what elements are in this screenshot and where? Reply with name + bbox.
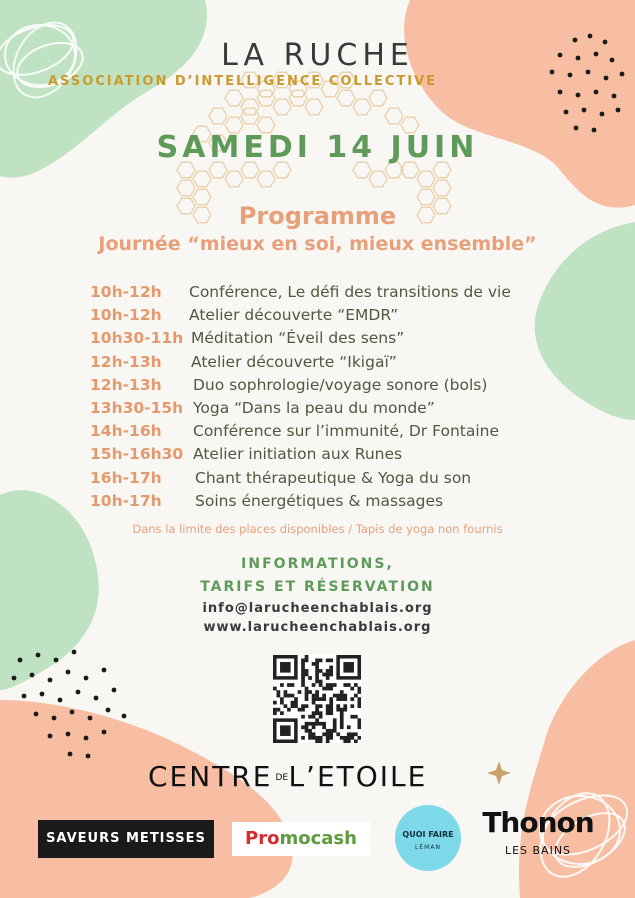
schedule-activity: Chant thérapeutique & Yoga du son xyxy=(195,468,472,487)
promocash-part1: Pro xyxy=(245,828,280,849)
event-date: SAMEDI 14 JUIN xyxy=(156,130,479,165)
sponsor-thonon-logo xyxy=(478,806,598,870)
schedule-time: 15h-16h30 xyxy=(90,445,184,464)
qr-code-icon xyxy=(273,655,361,743)
schedule-activity: Atelier découverte “EMDR” xyxy=(189,306,399,325)
promocash-part2: mocash xyxy=(279,828,357,849)
venue-name-de: DE xyxy=(275,772,289,783)
info-heading-line2: TARIFS ET RÉSERVATION xyxy=(200,579,435,595)
program-subtitle: Journée “mieux en soi, mieux ensemble” xyxy=(98,233,537,255)
schedule-activity: Atelier initiation aux Runes xyxy=(193,445,403,464)
les-bains-label: LES BAINS xyxy=(504,844,572,857)
sponsor-saveurs-metisses-logo: SAVEURS METISSES xyxy=(38,820,214,858)
leman-label: LÉMAN xyxy=(415,844,441,851)
schedule-time: 12h-13h xyxy=(90,375,162,394)
schedule-activity: Atelier découverte “Ikigaï” xyxy=(191,352,397,371)
sponsor-promocash-logo xyxy=(232,822,370,856)
org-subtitle: ASSOCIATION D’INTELLIGENCE COLLECTIVE xyxy=(48,74,438,89)
availability-note: Dans la limite des places disponibles / Tapis de yoga non fournis xyxy=(132,522,503,536)
schedule-time: 10h-12h xyxy=(90,306,162,325)
info-heading-line1: INFORMATIONS, xyxy=(241,556,394,572)
thonon-label: Thonon xyxy=(482,806,594,839)
qr-code[interactable] xyxy=(273,655,361,743)
schedule-time: 10h-12h xyxy=(90,283,162,301)
schedule-time: 16h-17h xyxy=(90,468,162,487)
contact-email[interactable]: info@larucheenchablais.org xyxy=(202,601,433,616)
schedule-time: 13h30-15h xyxy=(90,399,184,417)
schedule-activity: Conférence sur l’immunité, Dr Fontaine xyxy=(193,422,500,441)
schedule-activity: Soins énergétiques & massages xyxy=(195,491,444,510)
schedule-time: 14h-16h xyxy=(90,422,162,441)
venue-logo xyxy=(148,760,427,793)
schedule-time: 12h-13h xyxy=(90,352,162,371)
org-name: LA RUCHE xyxy=(221,38,414,73)
schedule-activity: Yoga “Dans la peau du monde” xyxy=(193,399,435,417)
schedule-time: 10h-17h xyxy=(90,491,162,510)
sponsor-quoi-faire-leman-logo xyxy=(395,805,461,871)
program-title: Programme xyxy=(238,202,397,230)
quoi-faire-label: QUOI FAIRE xyxy=(402,830,454,839)
venue-name-part2: L’ETOILE xyxy=(288,760,428,793)
venue-name-part1: CENTRE xyxy=(148,760,273,793)
website-link[interactable]: www.larucheenchablais.org xyxy=(203,620,432,635)
schedule-activity: Méditation “Éveil des sens” xyxy=(191,329,405,348)
schedule-activity: Duo sophrologie/voyage sonore (bols) xyxy=(193,375,488,394)
schedule-time: 10h30-11h xyxy=(90,329,184,348)
schedule-activity: Conférence, Le défi des transitions de vie xyxy=(189,283,511,301)
